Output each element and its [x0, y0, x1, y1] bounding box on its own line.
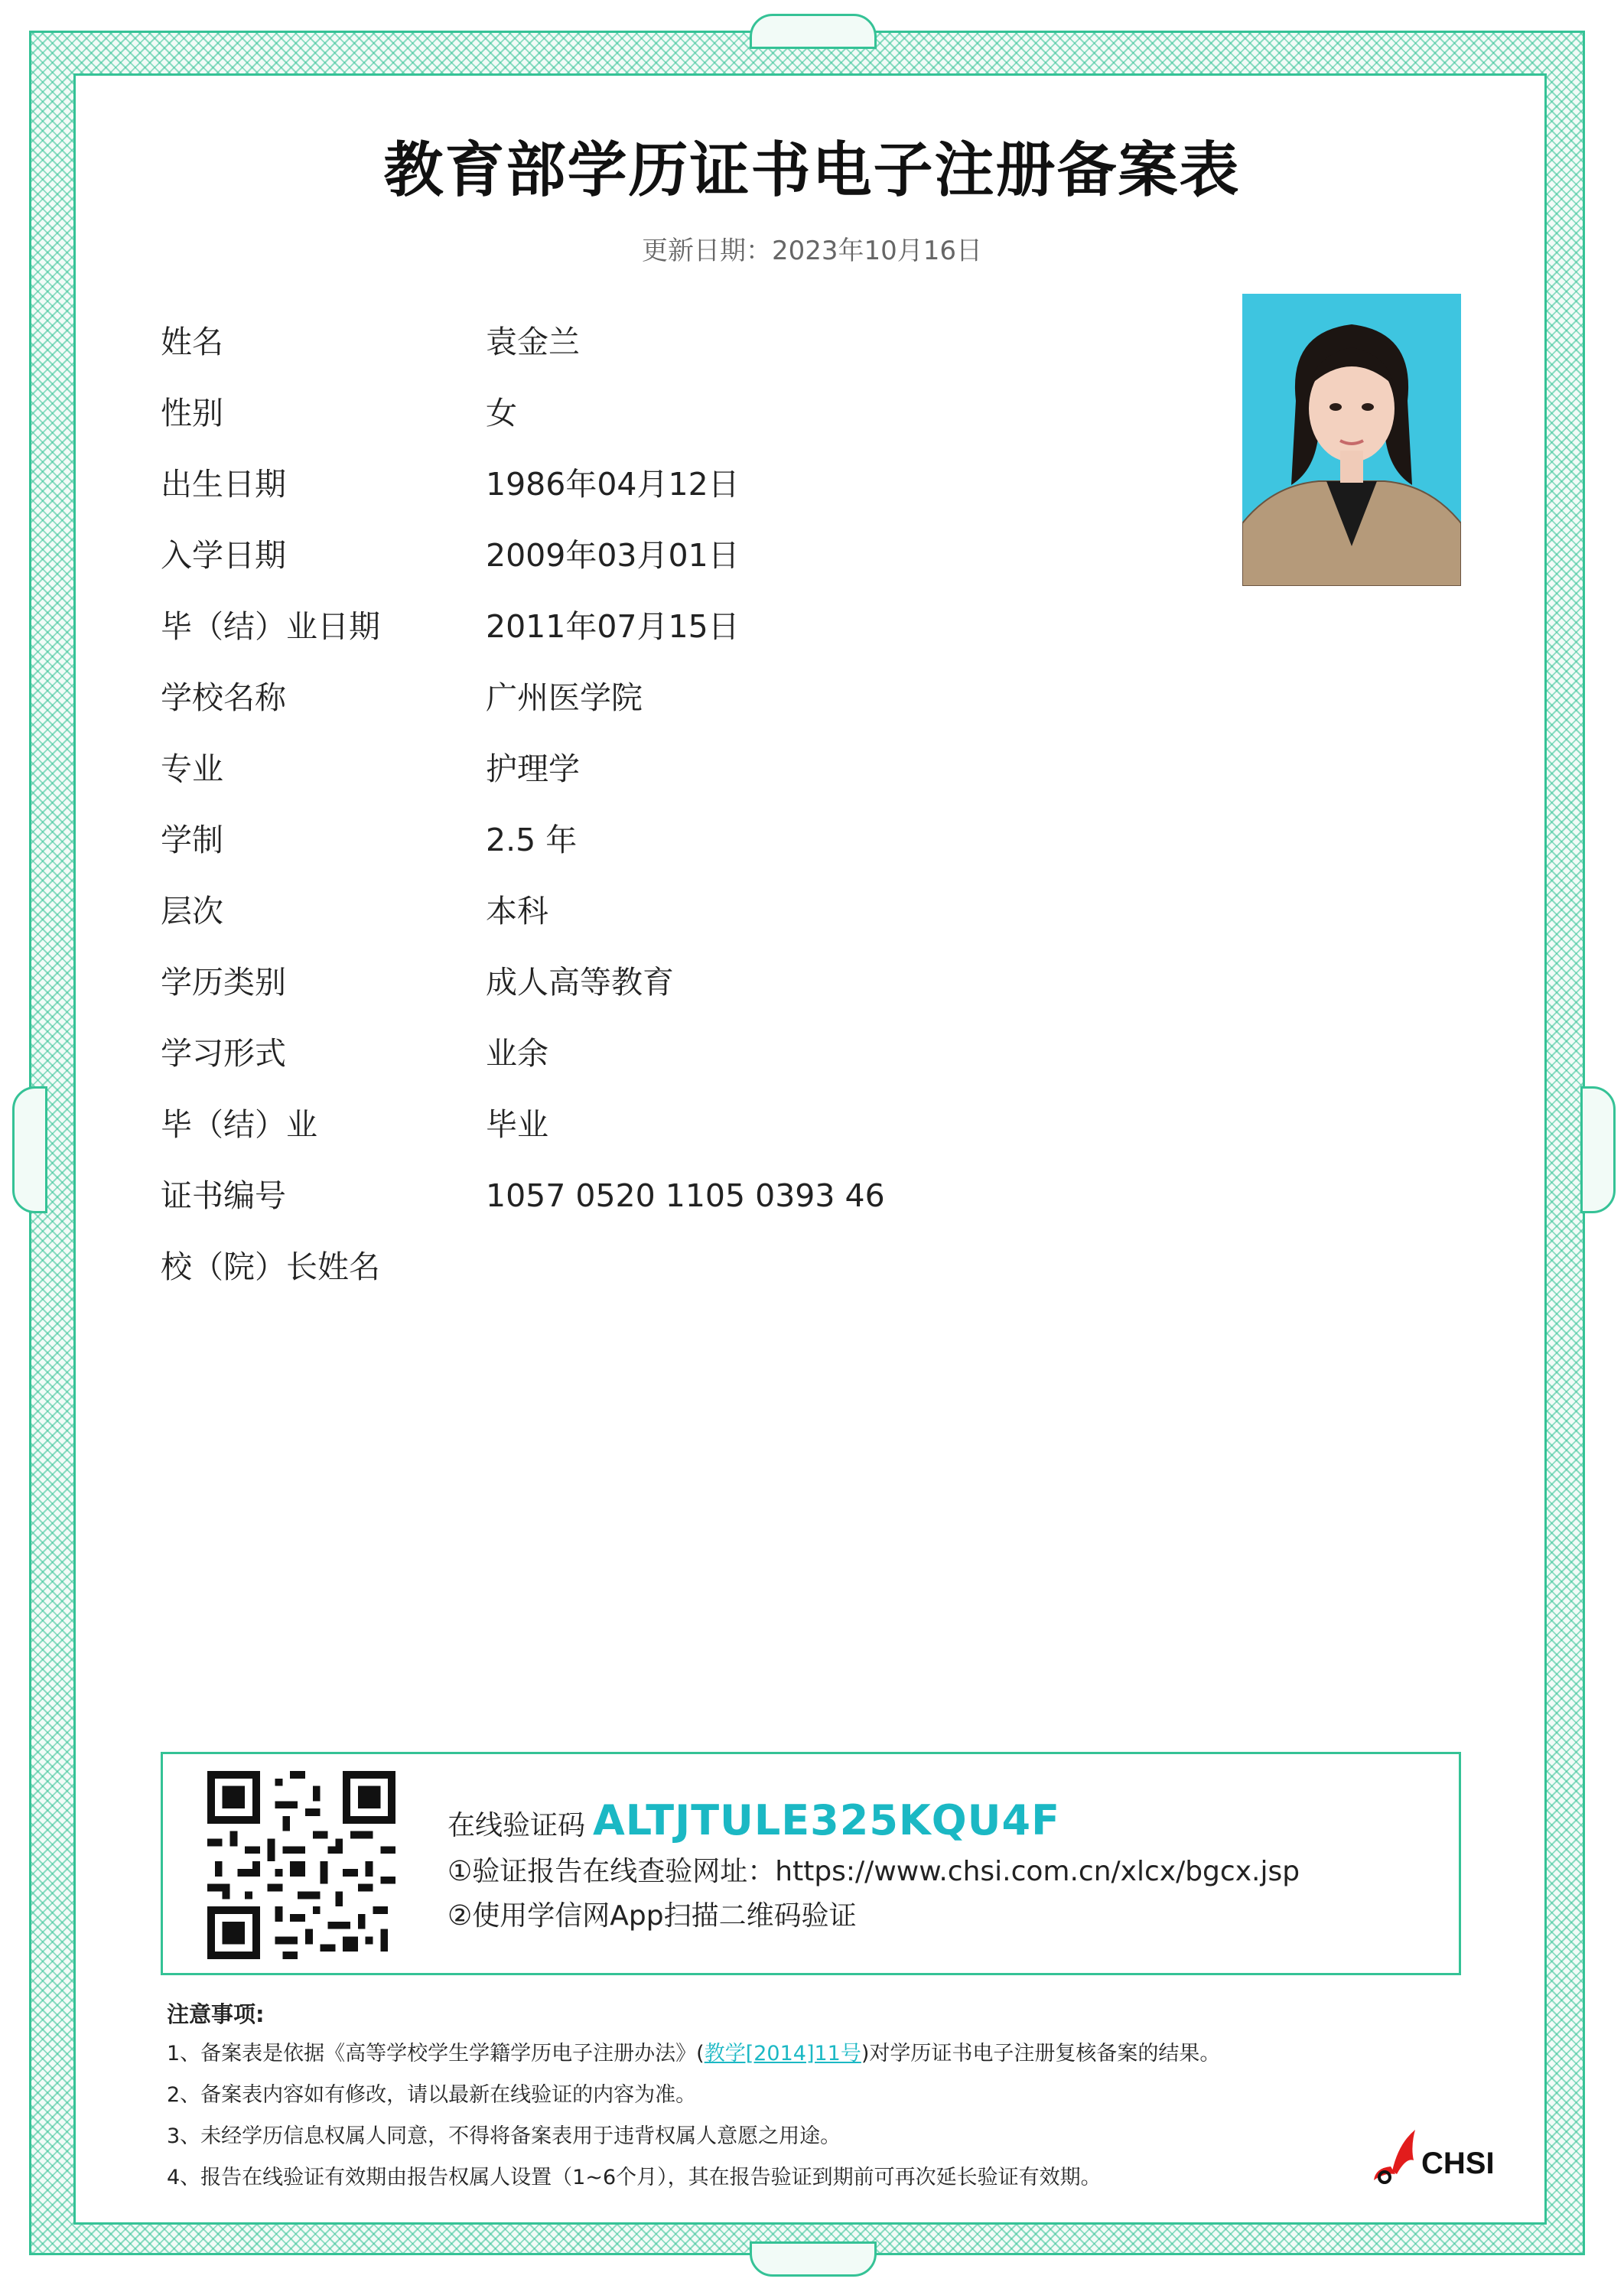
field-value: 女: [486, 395, 517, 431]
border-ornament-left: [12, 1086, 47, 1213]
field-label: 学历类别: [161, 964, 286, 1001]
regulation-link[interactable]: 教学[2014]11号: [704, 2042, 861, 2066]
note-item-1-text-end: )对学历证书电子注册复核备案的结果。: [861, 2042, 1221, 2066]
verification-code-label: 在线验证码: [447, 1810, 586, 1841]
field-value: 2011年07月15日: [486, 608, 740, 645]
field-label: 学习形式: [161, 1035, 286, 1072]
update-value: 2023年10月16日: [771, 236, 983, 266]
verification-code: ALTJTULE325KQU4F: [593, 1796, 1060, 1844]
verification-url-line: ①验证报告在线查验网址：https://www.chsi.com.cn/xlcx/bgcx.jsp: [447, 1856, 1300, 1887]
field-label: 学校名称: [161, 679, 286, 716]
portrait-image: [1242, 294, 1461, 586]
note-item-2: 2、备案表内容如有修改，请以最新在线验证的内容为准。: [167, 2083, 697, 2107]
field-label: 性别: [161, 395, 223, 431]
update-date: [0, 230, 1624, 267]
verification-panel: [161, 1752, 1461, 1975]
field-value: 2.5 年: [486, 822, 578, 858]
field-value: 成人高等教育: [486, 964, 674, 1001]
field-value: 1057 0520 1105 0393 46: [486, 1177, 885, 1214]
verification-info: [447, 1796, 1300, 1939]
field-value: 袁金兰: [486, 324, 580, 360]
field-value: 本科: [486, 893, 548, 929]
field-label: 毕（结）业日期: [161, 608, 380, 645]
field-label: 层次: [161, 893, 223, 929]
border-ornament-bottom: [750, 2241, 877, 2277]
field-label: 入学日期: [161, 537, 286, 574]
notes-title: 注意事项:: [167, 2001, 265, 2027]
field-label: 毕（结）业: [161, 1106, 317, 1143]
field-value: 2009年03月01日: [486, 537, 740, 574]
note-item-1: [167, 2033, 1220, 2075]
chsi-bird-icon: [1368, 2121, 1429, 2189]
note-item-1-text: 1、备案表是依据《高等学校学生学籍学历电子注册办法》(: [167, 2042, 705, 2066]
field-label: 证书编号: [161, 1177, 286, 1214]
field-label: 校（院）长姓名: [161, 1248, 380, 1285]
document-title: 教育部学历证书电子注册备案表: [383, 136, 1241, 205]
field-value: 业余: [486, 1035, 548, 1072]
border-ornament-top: [750, 14, 877, 49]
field-value: 毕业: [486, 1106, 548, 1143]
verification-app-line: ②使用学信网App扫描二维码验证: [447, 1900, 857, 1932]
field-label: 出生日期: [161, 466, 286, 503]
id-photo: [1242, 294, 1461, 586]
qr-code-icon[interactable]: [207, 1771, 395, 1959]
chsi-logo-text: CHSI: [1421, 2147, 1495, 2180]
chsi-logo: [1368, 2121, 1513, 2189]
border-ornament-right: [1580, 1086, 1616, 1213]
note-item-3: 3、未经学历信息权属人同意，不得将备案表用于违背权属人意愿之用途。: [167, 2124, 841, 2148]
field-value: 1986年04月12日: [486, 466, 740, 503]
field-label: 学制: [161, 822, 223, 858]
update-label: 更新日期：: [641, 236, 772, 266]
note-item-4: 4、报告在线验证有效期由报告权属人设置（1~6个月），其在报告验证到期前可再次延长验证有效期。: [167, 2166, 1102, 2189]
field-value: 护理学: [486, 750, 580, 787]
field-label: 姓名: [161, 324, 223, 360]
notes-section: [167, 1995, 1220, 2199]
field-value: 广州医学院: [486, 679, 643, 716]
field-label: 专业: [161, 750, 223, 787]
